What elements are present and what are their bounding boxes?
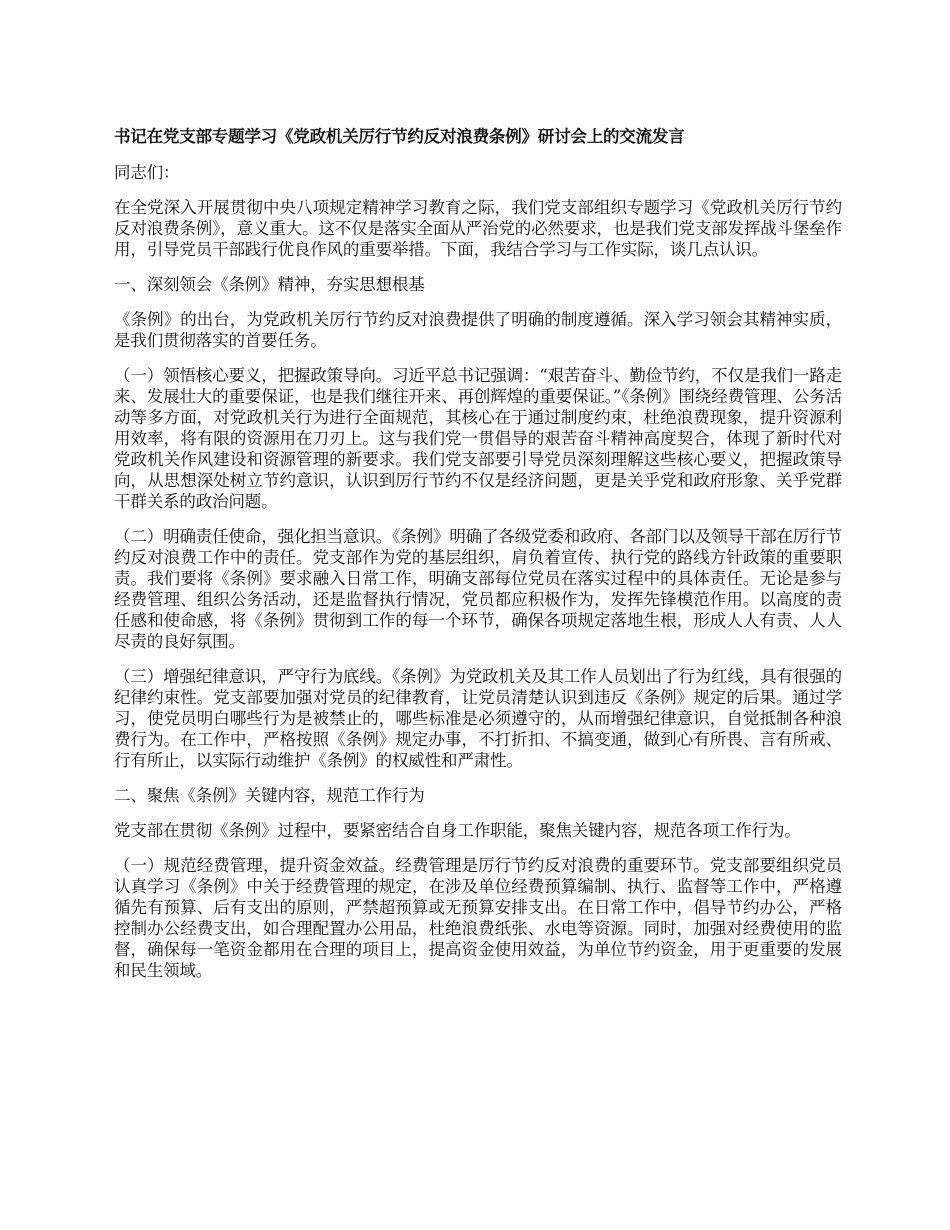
salutation: 同志们： — [114, 163, 180, 182]
document-page — [114, 126, 842, 995]
section-2-heading: 二、聚焦《条例》关键内容，规范工作行为 — [114, 786, 425, 805]
section-2-point-1: （一）规范经费管理，提升资金效益。经费管理是厉行节约反对浪费的重要环节。党支部要组织党员认真学习《条例》中关于经费管理的规定，在涉及单位经费预算编制、执行、监督等工作中，严格遵循先有预算、后有支出的原则，严禁超预算或无预算安排支出。在日常工作中，倡导节约办公，严格控制办公经费支出，如合理配置办公用品，杜绝浪费纸张、水电等资源。同时，加强对经费使用的监督，确保每一笔资金都用在合理的项目上，提高资金使用效益，为单位节约资金，用于更重要的发展和民生领域。 — [114, 856, 842, 980]
document-title: 书记在党支部专题学习《党政机关厉行节约反对浪费条例》研讨会上的交流发言 — [114, 127, 685, 146]
section-1-heading: 一、深刻领会《条例》精神，夯实思想根基 — [114, 275, 425, 294]
section-1-lead: 《条例》的出台，为党政机关厉行节约反对浪费提供了明确的制度遵循。深入学习领会其精神实质，是我们贯彻落实的首要任务。 — [114, 310, 842, 350]
section-1-point-3: （三）增强纪律意识，严守行为底线。《条例》为党政机关及其工作人员划出了行为红线，具有很强的纪律约束性。党支部要加强对党员的纪律教育，让党员清楚认识到违反《条例》规定的后果。通过学习，使党员明白哪些行为是被禁止的，哪些标准是必须遵守的，从而增强纪律意识，自觉抵制各种浪费行为。在工作中，严格按照《条例》规定办事，不打折扣、不搞变通，做到心有所畏、言有所戒、行有所止，以实际行动维护《条例》的权威性和严肃性。 — [114, 667, 842, 770]
section-1-point-1: （一）领悟核心要义，把握政策导向。习近平总书记强调：“艰苦奋斗、勤俭节约，不仅是我们一路走来、发展壮大的重要保证，也是我们继往开来、再创辉煌的重要保证。”《条例》围绕经费管理、公务活动等多方面，对党政机关行为进行全面规范，其核心在于通过制度约束，杜绝浪费现象，提升资源利用效率，将有限的资源用在刀刃上。这与我们党一贯倡导的艰苦奋斗精神高度契合，体现了新时代对党政机关作风建设和资源管理的新要求。我们党支部要引导党员深刻理解这些核心要义，把握政策导向，从思想深处树立节约意识，认识到厉行节约不仅是经济问题，更是关乎党和政府形象、关乎党群干群关系的政治问题。 — [114, 366, 842, 511]
section-1-point-2: （二）明确责任使命，强化担当意识。《条例》明确了各级党委和政府、各部门以及领导干部在厉行节约反对浪费工作中的责任。党支部作为党的基层组织，肩负着宣传、执行党的路线方针政策的重要职责。我们要将《条例》要求融入日常工作，明确支部每位党员在落实过程中的具体责任。无论是参与经费管理、组织公务活动，还是监督执行情况，党员都应积极作为，发挥先锋模范作用。以高度的责任感和使命感，将《条例》贯彻到工作的每一个环节，确保各项规定落地生根，形成人人有责、人人尽责的良好氛围。 — [114, 527, 842, 651]
section-2-lead: 党支部在贯彻《条例》过程中，要紧密结合自身工作职能，聚焦关键内容，规范各项工作行为。 — [114, 821, 801, 840]
intro-paragraph: 在全党深入开展贯彻中央八项规定精神学习教育之际，我们党支部组织专题学习《党政机关厉行节约反对浪费条例》，意义重大。这不仅是落实全面从严治党的必然要求，也是我们党支部发挥战斗堡垒作用，引导党员干部践行优良作风的重要举措。下面，我结合学习与工作实际，谈几点认识。 — [114, 198, 842, 259]
